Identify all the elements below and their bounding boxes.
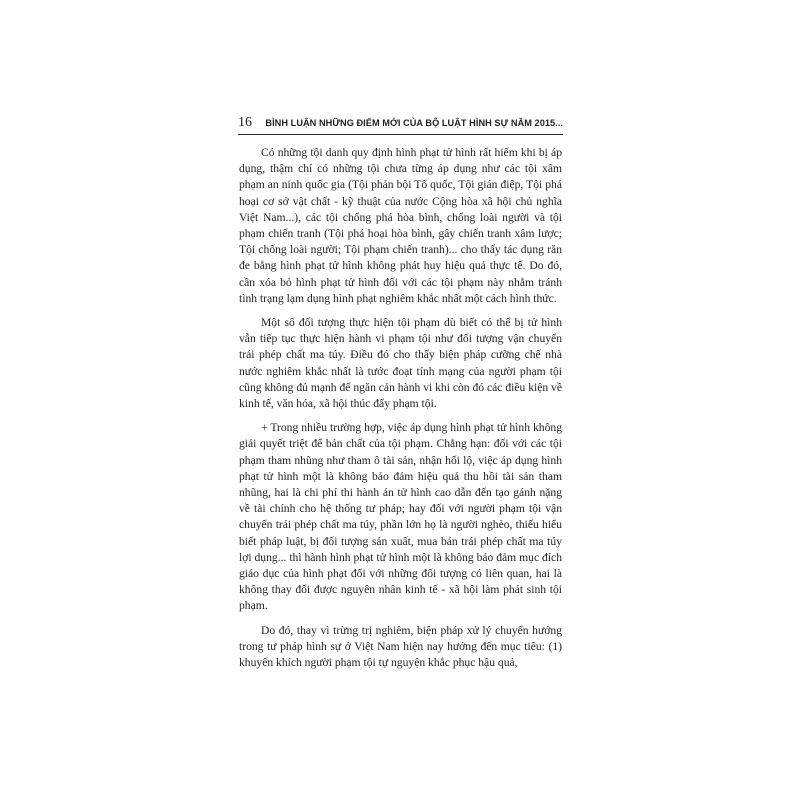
paragraph-4: Do đó, thay vì trừng trị nghiêm, biện pháp xử lý chuyển hướng trong tư pháp hình sự ở Việt Nam hiện nay hướng đến mục tiêu: (1) khuyến khích người phạm tội tự nguyện khắc phục hậu quả, xyxy=(239,623,562,670)
running-header xyxy=(238,112,563,135)
paragraph-2: Một số đối tượng thực hiện tội phạm dù biết có thể bị tử hình vẫn tiếp tục thực hiện hành vi phạm tội như đối tượng vận chuyển trái phép chất ma túy. Điều đó cho thấy biện pháp cưỡng chế nhà nước nghiêm khắc nhất là tước đoạt tính mạng của người phạm tội cũng không đủ mạnh để ngăn cản hành vi khi còn đó các điều kiện về kinh tế, văn hóa, xã hội thúc đẩy phạm tội. xyxy=(239,316,562,411)
body-text xyxy=(239,145,562,679)
paragraph-1: Có những tội danh quy định hình phạt tử hình rất hiếm khi bị áp dụng, thậm chí có những tội chưa từng áp dụng như các tội xâm phạm an ninh quốc gia (Tội phản bội Tổ quốc, Tội gián điệp, Tội phá hoại cơ sở vật chất - kỹ thuật của nước Cộng hòa xã hội chủ nghĩa Việt Nam...), các tội chống phá hòa bình, chống loài người và tội phạm chiến tranh (Tội phá hoại hòa bình, gây chiến tranh xâm lược; Tội chống loài người; Tội phạm chiến tranh)... cho thấy tác dụng răn đe bằng hình phạt tử hình không phát huy hiệu quả thực tế. Do đó, cần xóa bỏ hình phạt tử hình đối với các tội phạm này nhằm tránh tình trạng lạm dụng hình phạt nghiêm khắc nhất một cách hình thức. xyxy=(239,146,562,305)
paragraph-3: + Trong nhiều trường hợp, việc áp dụng hình phạt tử hình không giải quyết triệt để bản chất của tội phạm. Chẳng hạn: đối với các tội phạm tham nhũng như tham ô tài sản, nhận hối lộ, việc áp dụng hình phạt tử hình một là không bảo đảm hiệu quả thu hồi tài sản tham nhũng, hai là chi phí thi hành án tử hình cao dẫn đến tạo gánh nặng về tài chính cho hệ thống tư pháp; hay đối với người phạm tội vận chuyển trái phép chất ma túy, phần lớn họ là người nghèo, thiếu hiểu biết pháp luật, bị đối tượng sản xuất, mua bán trái phép chất ma túy lợi dụng... thì hành hình phạt tử hình một là không bảo đảm mục đích giáo dục của hình phạt đối với những đối tượng có liên quan, hai là không thay đổi được nguyên nhân kinh tế - xã hội làm phát sinh tội phạm. xyxy=(239,421,562,613)
page-number: 16 xyxy=(238,115,252,130)
book-title: BÌNH LUẬN NHỮNG ĐIỂM MỚI CỦA BỘ LUẬT HÌNH SỰ NĂM 2015... xyxy=(265,118,563,128)
